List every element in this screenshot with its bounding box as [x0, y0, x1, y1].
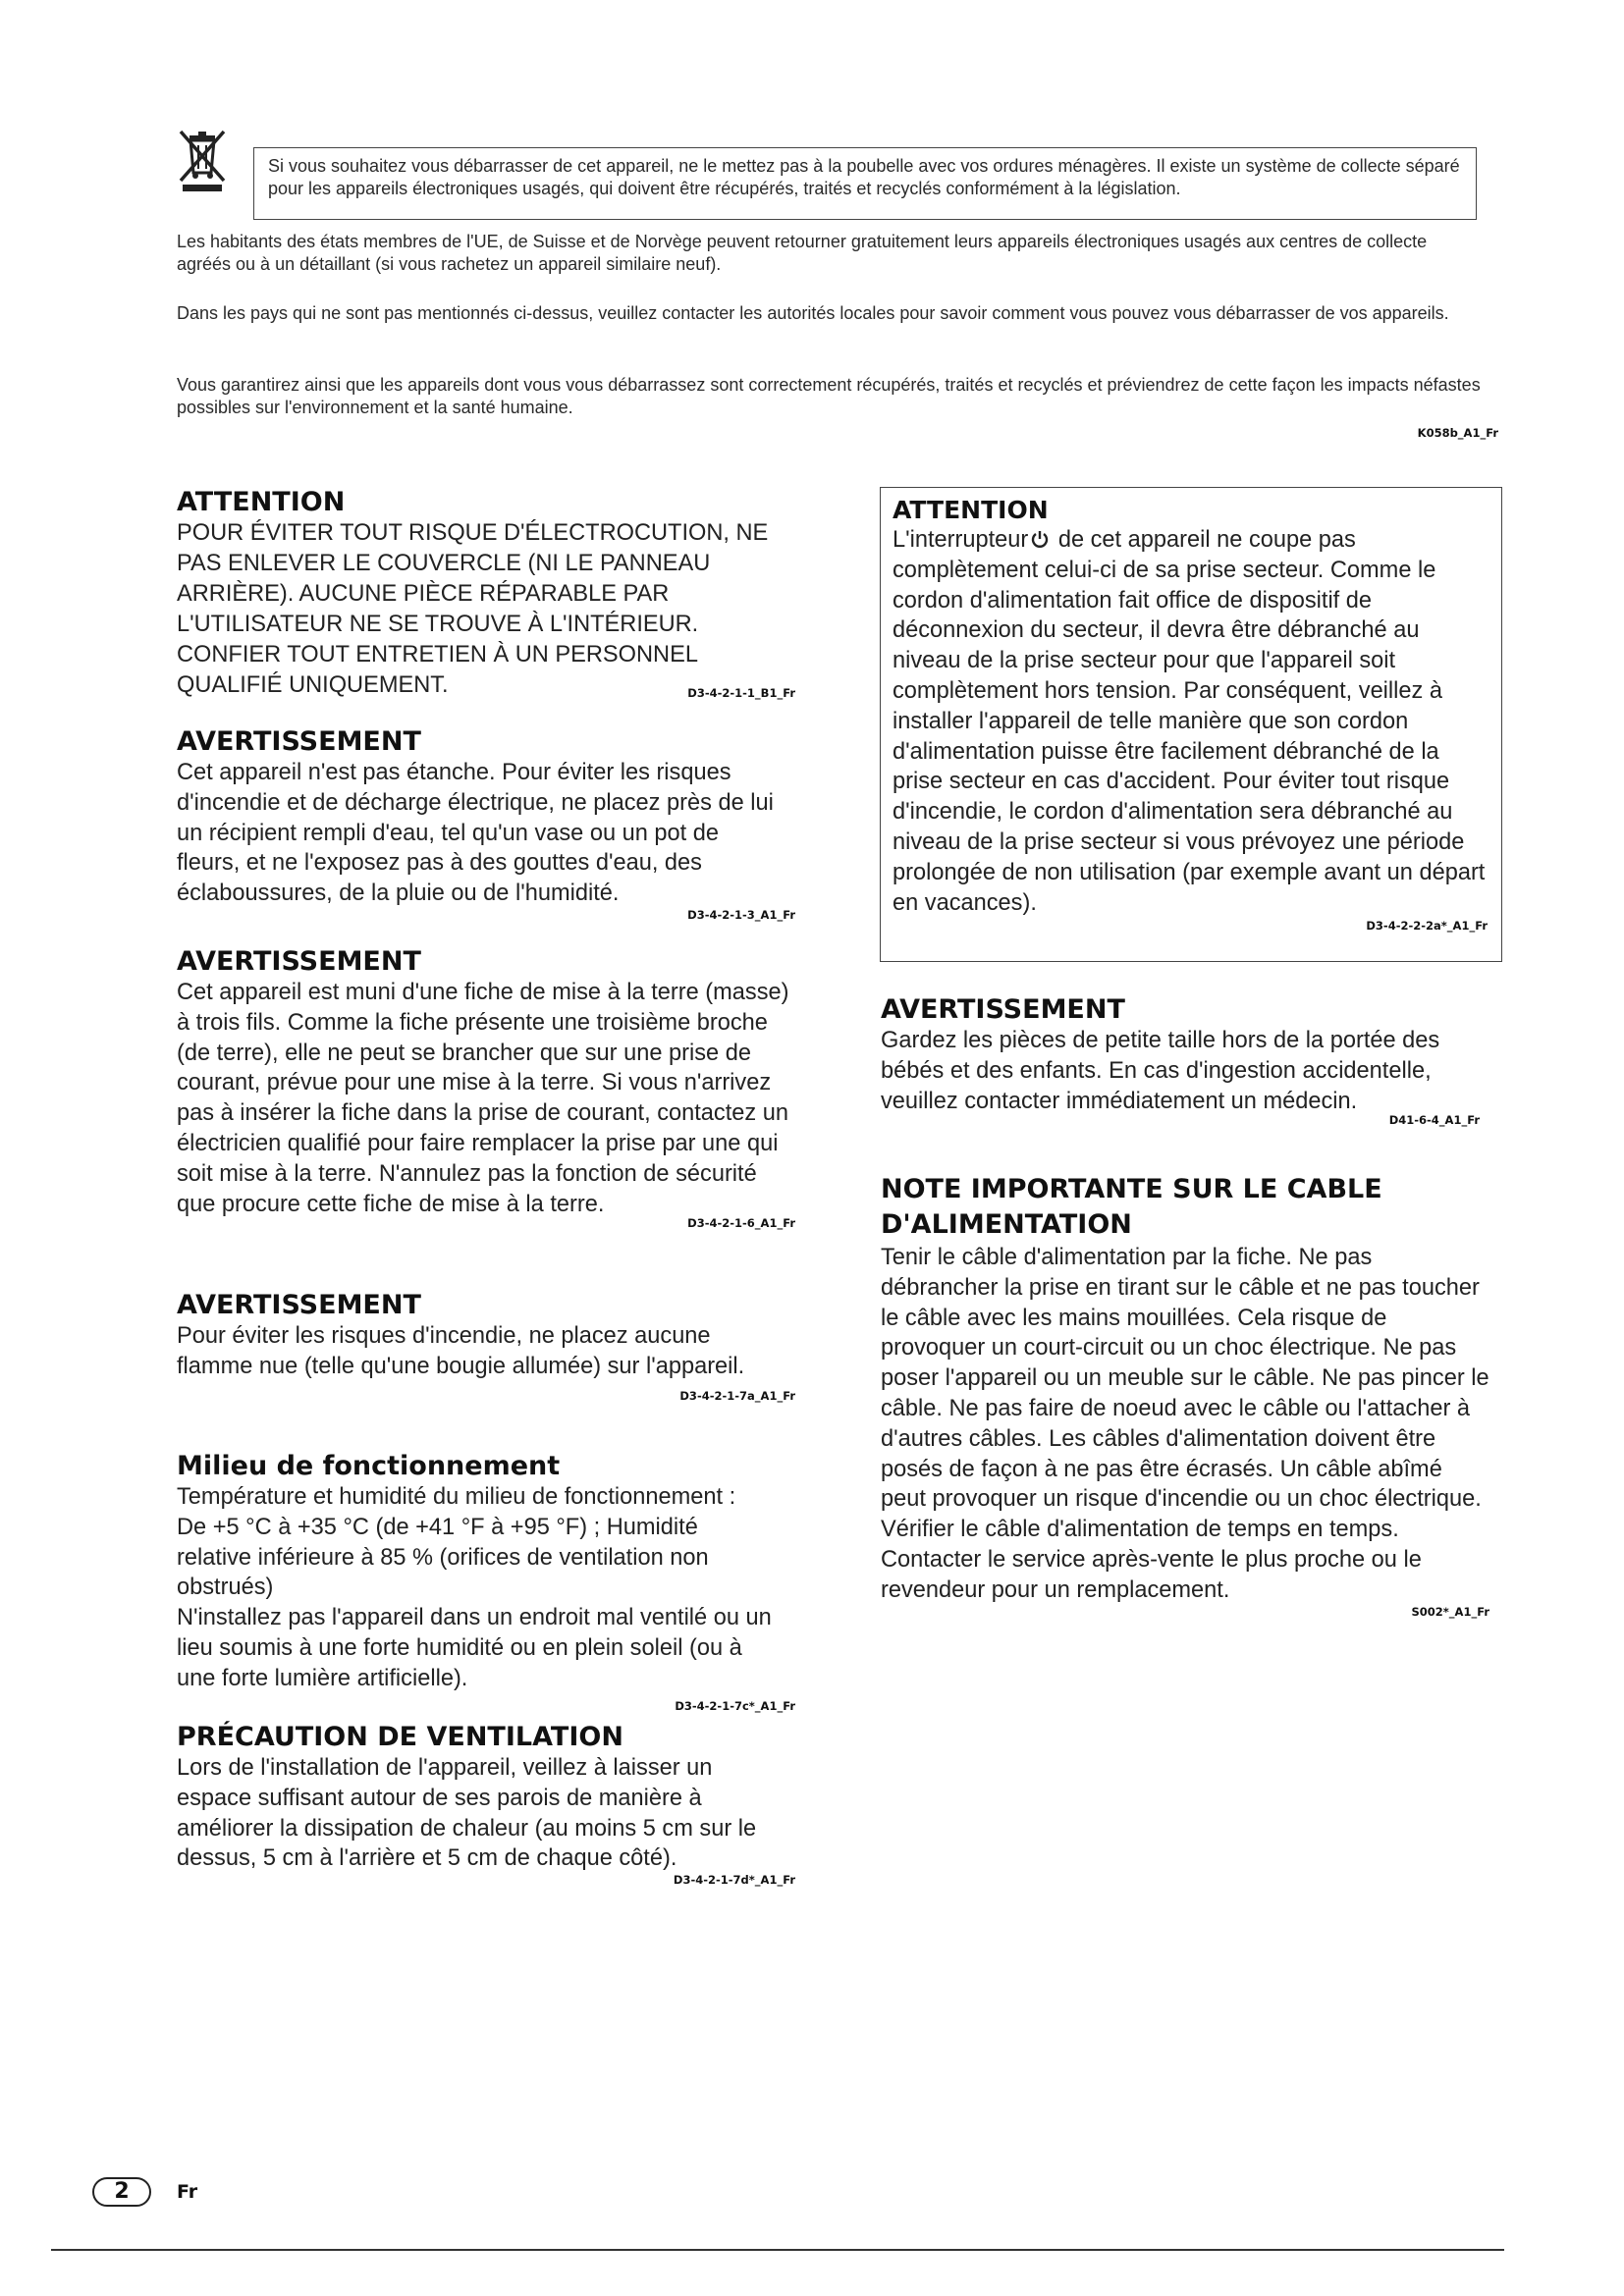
right-warning-small-parts-section — [881, 994, 1480, 1128]
left-warning-flame-section — [177, 1290, 795, 1404]
right-power-cable-ref: S002*_A1_Fr — [1411, 1604, 1489, 1619]
right-attention-body-pre: L'interrupteur — [893, 527, 1029, 553]
power-standby-icon — [1030, 527, 1050, 547]
left-environment-line-3: N'installez pas l'appareil dans un endroit mal ventilé ou un lieu soumis à une forte humidité ou en plein soleil (ou à une forte lumière artificielle). — [177, 1605, 772, 1691]
weee-bin-icon — [177, 128, 228, 192]
left-ventilation-ref: D3-4-2-1-7d*_A1_Fr — [673, 1873, 795, 1888]
left-warning-water-body: Cet appareil n'est pas étanche. Pour éviter les risques d'incendie et de décharge électrique, ne placez près de lui un récipient rempli d'eau, tel qu'un vase ou un pot de fleurs, et ne l'exposez pas à des gouttes d'eau, des éclaboussures, de la pluie ou de l'humidité. — [177, 760, 774, 907]
right-warning-small-parts-body: Gardez les pièces de petite taille hors de la portée des bébés et des enfants. En cas d'ingestion accidentelle, veuillez contacter immédiatement un médecin. — [881, 1028, 1440, 1114]
right-attention-title: ATTENTION — [893, 496, 1049, 524]
left-warning-water-section — [177, 726, 795, 923]
right-warning-small-parts-ref: D41-6-4_A1_Fr — [1388, 1113, 1480, 1128]
left-ventilation-title: PRÉCAUTION DE VENTILATION — [177, 1722, 623, 1752]
right-power-cable-body: Tenir le câble d'alimentation par la fiche. Ne pas débrancher la prise en tirant sur le câble et ne pas toucher le câble avec les mains mouillées. Cela risque de provoquer un court-circuit ou un choc électrique. Ne pas poser l'appareil ou un meuble sur le câble. Ne pas pincer le câble. Ne pas faire de noeud avec le câble ou l'attacher à d'autres câbles. Les câbles d'alimentation doivent être posés de façon à ne pas être écrasés. Un câble abîmé peut provoquer un risque d'incendie ou un choc électrique. Vérifier le câble d'alimentation de temps en temps. Contacter le service après-vente le plus proche ou le revendeur pour un remplacement. — [881, 1245, 1489, 1603]
page-number: 2 — [114, 2179, 130, 2204]
left-warning-water-ref: D3-4-2-1-3_A1_Fr — [687, 907, 795, 922]
left-environment-section — [177, 1451, 795, 1714]
left-attention-ref: D3-4-2-1-1_B1_Fr — [687, 686, 795, 700]
left-ventilation-body: Lors de l'installation de l'appareil, veillez à laisser un espace suffisant autour de ses parois de manière à améliorer la dissipation de chaleur (au moins 5 cm sur le dessus, 5 cm à l'arrière et 5 cm de chaque côté). — [177, 1755, 757, 1872]
left-warning-ground-ref: D3-4-2-1-6_A1_Fr — [687, 1216, 795, 1231]
left-warning-flame-body: Pour éviter les risques d'incendie, ne placez aucune flamme nue (telle qu'une bougie allumée) sur l'appareil. — [177, 1323, 745, 1379]
page-number-badge — [92, 2177, 151, 2207]
page-language: Fr — [177, 2181, 198, 2203]
left-environment-line-1: Température et humidité du milieu de fonctionnement : — [177, 1484, 736, 1510]
weee-para-3: Vous garantirez ainsi que les appareils dont vous vous débarrassez sont correctement récupérés, traités et recyclés et préviendrez de cette façon les impacts néfastes possibles sur l'environnement et la santé humaine. — [177, 375, 1481, 417]
right-attention-body-post: de cet appareil ne coupe pas complètement celui-ci de sa prise secteur. Comme le cordon d'alimentation fait office de dispositif de déconnexion du secteur, il devra être débranché au niveau de la prise secteur pour que l'appareil soit complètement hors tension. Par conséquent, veillez à installer l'appareil de telle manière que son cordon d'alimentation puisse être facilement débranché de la prise secteur en cas d'accident. Pour éviter tout risque d'incendie, le cordon d'alimentation sera débranché au niveau de la prise secteur si vous prévoyez une période prolongée de non utilisation (par exemple avant un départ en vacances). — [893, 527, 1486, 916]
left-warning-water-title: AVERTISSEMENT — [177, 726, 421, 757]
weee-para-2: Dans les pays qui ne sont pas mentionnés ci-dessus, veuillez contacter les autorités locales pour savoir comment vous pouvez vous débarrasser de vos appareils. — [177, 303, 1449, 323]
right-attention-ref: D3-4-2-2-2a*_A1_Fr — [1366, 919, 1488, 934]
left-warning-flame-title: AVERTISSEMENT — [177, 1290, 421, 1320]
left-environment-title: Milieu de fonctionnement — [177, 1451, 561, 1481]
left-warning-ground-body: Cet appareil est muni d'une fiche de mise à la terre (masse) à trois fils. Comme la fiche présente une troisième broche (de terre), elle ne peut se brancher que sur une prise de courant, prévue pour une mise à la terre. Si vous n'arrivez pas à insérer la fiche dans la prise de courant, contactez un électricien qualifié pour faire remplacer la prise par une qui soit mise à la terre. N'annulez pas la fonction de sécurité que procure cette fiche de mise à la terre. — [177, 980, 789, 1217]
left-ventilation-section — [177, 1722, 795, 1888]
left-attention-section — [177, 487, 795, 701]
left-warning-ground-section — [177, 946, 795, 1231]
left-warning-flame-ref: D3-4-2-1-7a_A1_Fr — [679, 1388, 795, 1403]
weee-box-text: Si vous souhaitez vous débarrasser de cet appareil, ne le mettez pas à la poubelle avec vos ordures ménagères. Il existe un système de collecte séparé pour les appareils électroniques usagés, qui doivent être récupérés, traités et recyclés conformément à la législation. — [268, 156, 1460, 198]
right-power-cable-section — [881, 1172, 1489, 1620]
weee-para-1: Les habitants des états membres de l'UE, de Suisse et de Norvège peuvent retourner gratuitement leurs appareils électroniques usagés aux centres de collecte agréés ou à un détaillant (si vous rachetez un appareil similaire neuf). — [177, 232, 1428, 274]
left-attention-body: POUR ÉVITER TOUT RISQUE D'ÉLECTROCUTION, NE PAS ENLEVER LE COUVERCLE (NI LE PANNEAU ARRIÈRE). AUCUNE PIÈCE RÉPARABLE PAR L'UTILISATEUR NE SE TROUVE À L'INTÉRIEUR. CONFIER TOUT ENTRETIEN À UN PERSONNEL QUALIFIÉ UNIQUEMENT. — [177, 520, 769, 698]
right-warning-small-parts-title: AVERTISSEMENT — [881, 994, 1125, 1025]
left-environment-ref: D3-4-2-1-7c*_A1_Fr — [675, 1698, 795, 1713]
right-power-cable-title: NOTE IMPORTANTE SUR LE CABLE D'ALIMENTATION — [881, 1174, 1382, 1240]
left-warning-ground-title: AVERTISSEMENT — [177, 946, 421, 977]
weee-box — [253, 147, 1477, 220]
right-attention-box — [880, 487, 1502, 962]
right-attention-body — [893, 525, 1489, 918]
left-attention-title: ATTENTION — [177, 487, 346, 517]
footer-rule — [51, 2249, 1504, 2251]
left-environment-line-2: De +5 °C à +35 °C (de +41 °F à +95 °F) ; Humidité relative inférieure à 85 % (orifices de ventilation non obstrués) — [177, 1514, 709, 1601]
weee-ref: K058b_A1_Fr — [1417, 426, 1498, 440]
